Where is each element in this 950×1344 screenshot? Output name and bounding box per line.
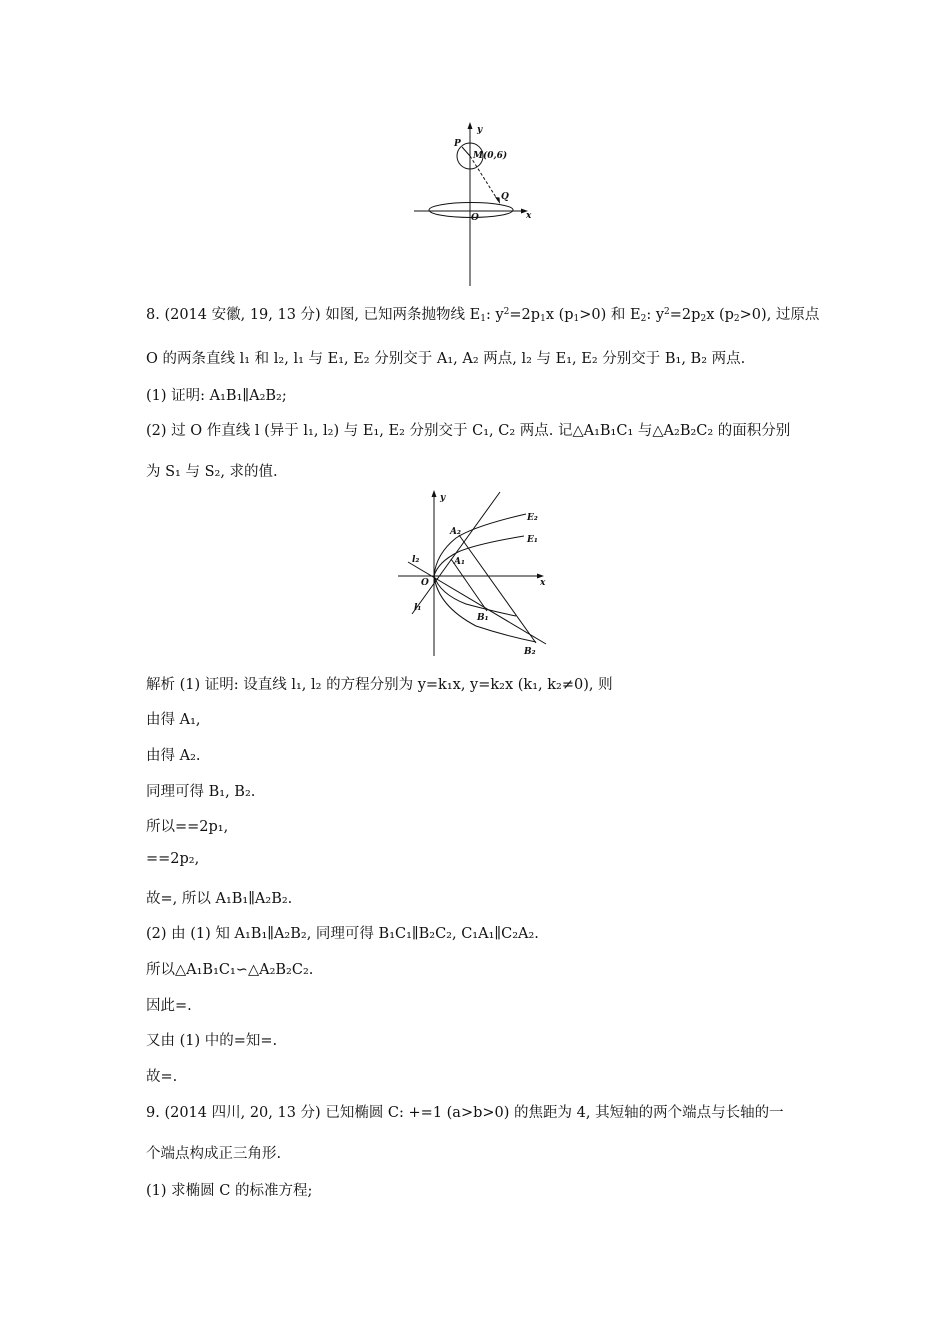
fig2-label-o: O [421, 578, 429, 588]
solution8-line11: 又由 (1) 中的=知=. [146, 1033, 278, 1049]
fig2-label-b2: B₂ [524, 647, 536, 657]
fig2-label-e1: E₁ [527, 535, 538, 545]
solution8-line4: 同理可得 B₁, B₂. [146, 784, 256, 800]
fig2-label-x: x [540, 578, 546, 588]
fig2-label-y: y [440, 493, 446, 503]
parabolas-figure [396, 486, 556, 658]
solution8-line9: 所以△A₁B₁C₁∽△A₂B₂C₂. [146, 962, 314, 978]
solution8-line3: 由得 A₂. [146, 748, 201, 764]
solution8-line8: (2) 由 (1) 知 A₁B₁∥A₂B₂, 同理可得 B₁C₁∥B₂C₂, C₁A₁∥C₂A₂. [146, 926, 539, 942]
fig2-label-l1: l₁ [414, 603, 422, 613]
fig2-label-l2: l₂ [412, 555, 420, 565]
fig1-label-y: y [477, 125, 483, 135]
solution8-line10: 因此=. [146, 998, 192, 1014]
problem8-part1: (1) 证明: A₁B₁∥A₂B₂; [146, 388, 287, 404]
solution8-line2: 由得 A₁, [146, 712, 201, 728]
problem8-statement-line1: 8. (2014 安徽, 19, 13 分) 如图, 已知两条抛物线 $E_1$: $y^2=2p_1x$ $(p_1>0)$ 和 $E_2$: $y^2=2p_2x$ $(p_2>0)$, 过原点 [146, 307, 820, 324]
solution8-line7: 故=, 所以 A₁B₁∥A₂B₂. [146, 891, 293, 907]
fig1-label-o: O [471, 213, 479, 223]
problem8-statement-line2: O 的两条直线 l₁ 和 l₂, l₁ 与 E₁, E₂ 分别交于 A₁, A₂ 两点, l₂ 与 E₁, E₂ 分别交于 B₁, B₂ 两点. [146, 351, 746, 367]
fig1-label-p: P [454, 139, 461, 149]
problem9-part1: (1) 求椭圆 C 的标准方程; [146, 1183, 313, 1199]
solution8-line1: 解析 (1) 证明: 设直线 l₁, l₂ 的方程分别为 y=k₁x, y=k₂x (k₁, k₂≠0), 则 [146, 677, 613, 693]
fig2-label-a2: A₂ [450, 527, 461, 537]
fig2-label-a1: A₁ [454, 557, 465, 567]
fig1-label-m: M(0,6) [473, 151, 508, 161]
problem9-statement-line2: 个端点构成正三角形. [146, 1146, 282, 1162]
problem9-statement-line1: 9. (2014 四川, 20, 13 分) 已知椭圆 C: +=1 (a>b>0) 的焦距为 4, 其短轴的两个端点与长轴的一 [146, 1105, 784, 1121]
fig2-label-b1: B₁ [477, 613, 489, 623]
solution8-line12: 故=. [146, 1069, 178, 1085]
fig1-label-x: x [526, 211, 532, 221]
fig2-label-e2: E₂ [527, 513, 538, 523]
solution8-line5: 所以==2p₁, [146, 819, 229, 835]
circle-ellipse-figure [410, 118, 540, 290]
fig1-label-q: Q [501, 192, 509, 202]
problem8-part2-cont: 为 S₁ 与 S₂, 求的值. [146, 464, 278, 480]
problem8-part2: (2) 过 O 作直线 l (异于 l₁, l₂) 与 E₁, E₂ 分别交于 C₁, C₂ 两点. 记△A₁B₁C₁ 与△A₂B₂C₂ 的面积分别 [146, 423, 791, 439]
solution8-line6: ==2p₂, [146, 851, 200, 867]
